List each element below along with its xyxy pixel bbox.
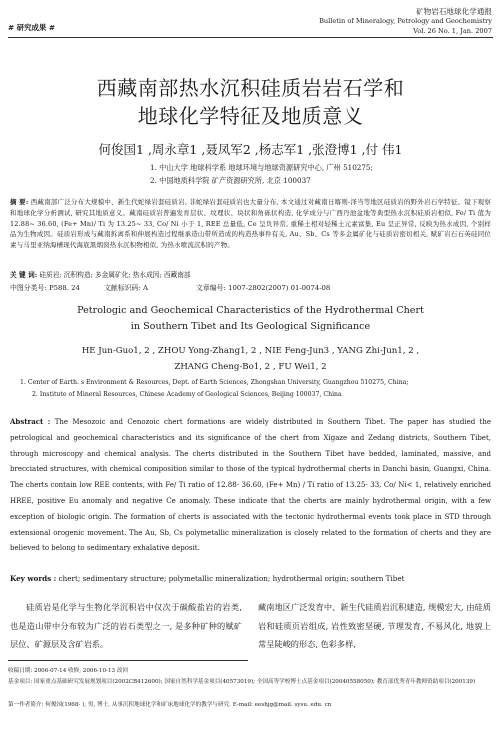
abstract-cn-label: 摘 要: xyxy=(10,198,29,206)
footnote-rule xyxy=(8,660,248,661)
header-rule xyxy=(8,37,493,38)
keywords-en-text: chert; sedimentary structure; polymetallic mineralization; hydrothermal origin; southern Tibet xyxy=(58,574,405,583)
affiliation-en-2: 2. Institute of Mineral Resources, Chinese Academy of Geological Sciences, Beijing 100037, China xyxy=(32,391,342,398)
footnote-received: 收稿日期: 2006-07-14 收修, 2006-10-13 改回 xyxy=(8,668,129,674)
journal-name-cn: 矿物岩石地球化学通报 xyxy=(416,7,492,16)
authors-cn: 何俊国1 ,周永章1 ,聂凤军2 ,杨志军1 ,张澄博1 ,付 伟1 xyxy=(98,142,403,157)
abstract-en xyxy=(10,414,491,557)
journal-name-en: Bulletin of Mineralogy, Petrology and Geochemistry xyxy=(319,17,492,25)
keywords-cn-text: 硅质岩; 沉积构造; 多金属矿化; 热水成因; 西藏南部 xyxy=(39,271,191,279)
affiliation-cn-1: 1. 中山大学 地球科学系 地球环境与地球资源研究中心, 广州 510275; xyxy=(150,163,373,172)
footnote-author: 第一作者简介: 何俊国(1968- ), 男, 博士, 从事沉积地球化学和矿床地球化学的教学与研究. E-mail: eeshjg@mail. sysu. edu. cn xyxy=(8,702,332,708)
body-right-column: 藏南地区广泛发育中、新生代硅质岩沉积建造, 规模宏大, 由硅质岩和硅质页岩组成, 岩性致密坚硬, 节理发育, 不易风化, 地貌上常呈陡峻的形态, 色彩多样, xyxy=(258,602,491,649)
keywords-cn xyxy=(10,269,191,279)
keywords-cn-label: 关 键 词: xyxy=(10,271,38,279)
body-left-column: 硅质岩是化学与生物化学沉积岩中仅次于碳酸盐岩的岩类, 也是造山带中分布较为广泛的岩石类型之一, 是多种矿种的赋矿层位、矿源层及含矿岩系。 xyxy=(10,602,242,649)
volume-info: Vol. 26 No. 1, Jan. 2007 xyxy=(413,27,492,35)
abstract-en-text: The Mesozoic and Cenozoic chert formations are widely distributed in Southern Tibet. The paper has studied the petrological and geochemical characteristics and its significance of the chert from Xigaze and Zedang districts, Southern Tibet, through microscopy and chemical analysis. The cherts distributed in the Southern Tibet have bedded, laminated, massive, and brecciated structures, with chemical composition similar to those of the typical hydrothermal cherts in Danchi basin, Guangxi, China. The cherts contain low REE contents, with Fe/ Ti ratio of 12.88- 36.60, (Fe+ Mn) / Ti ratio of 13.25- 33, Co/ Ni< 1, relatively enriched HREE, positive Eu anomaly and negative Ce anomaly. These indicate that the cherts are mainly hydrothermal origin, with a few exception of biologic origin. The formation of cherts is associated with the tectonic hydrothermal events took place in STD through extensional orogenic movement. The Au, Sb, Cs polymetallic mineralization is closely related to the formation of cherts and they are believed to belong to sedimentary exhalative deposit. xyxy=(10,418,491,553)
keywords-en-label: Key words : xyxy=(10,574,57,583)
article-number: 文章编号: 1007-2802(2007) 01-0074-08 xyxy=(196,284,331,292)
abstract-en-label: Abstract : xyxy=(10,417,51,426)
clc-number: 中图分类号: P588. 24 xyxy=(10,284,80,292)
title-en-line1: Petrologic and Geochemical Characteristics of the Hydrothermal Chert xyxy=(77,305,424,316)
keywords-en xyxy=(10,574,404,583)
abstract-cn xyxy=(10,197,491,251)
document-code: 文献标识码: A xyxy=(104,284,148,292)
abstract-cn-text: 西藏南部广泛分布大规模中、新生代蛇绿岩套硅质岩, 非蛇绿岩套硅质岩也大量分布, 本文通过对藏南日喀则-泽当等地区硅质岩的野外岩石学特征、镜下观察和地球化学分析测试, 研究其地质意义。藏南硅质岩普遍发育层状、纹理状、块状和角砾状构造, 化学成分与广西丹池盆地等典型热水沉积硅质岩相似, Fe/ Ti 值为 12.88~ 36.60, (Fe+ Mn)/ Ti 为 13.25~ 33, Co/ Ni 小于 1, REE 总量低, Ce 呈负异常, 重稀土相对轻稀土元素富集, Eu 呈正异常, 反映为热水成因, 个别样品为生物成因。硅质岩形成与藏南拆离系和伸展构造过程继承造山带所造成的构造热事件有关, Au、Sb、Cs 等多金属矿化与硅质岩密切相关, 赋矿岩石石英硅同位素与马里亚纳海槽现代海底黑烟囱热水沉积物相似, 为热水喷流沉积的产物。 xyxy=(10,198,492,250)
section-label: # 研究成果 # xyxy=(8,23,56,32)
authors-en-line2: ZHANG Cheng-Bo1, 2 , FU Wei1, 2 xyxy=(174,362,327,372)
footnote-fund: 基金项目: 国家重点基础研究发展规划项目(2002CB412600); 国家自然科学基金项目(40573019); 全国高等学校博士点基金项目(20040558050); 教育部优秀青年教师资助项目(200139) xyxy=(8,679,476,685)
affiliation-cn-2: 2. 中国地质科学院 矿产资源研究所, 北京 100037 xyxy=(150,176,311,185)
title-cn-line1: 西藏南部热水沉积硅质岩岩石学和 xyxy=(96,76,405,100)
authors-en-line1: HE Jun-Guo1, 2 , ZHOU Yong-Zhang1, 2 , NIE Feng-Jun3 , YANG Zhi-Jun1, 2 , xyxy=(81,346,420,356)
title-cn-line2: 地球化学特征及地质意义 xyxy=(137,104,364,128)
affiliation-en-1: 1. Center of Earth. s Environment & Resources, Dept. of Earth Sciences, Zhongshan University, Guangzhou 510275, China; xyxy=(20,379,409,386)
title-en-line2: in Southern Tibet and Its Geological Significance xyxy=(130,321,371,332)
